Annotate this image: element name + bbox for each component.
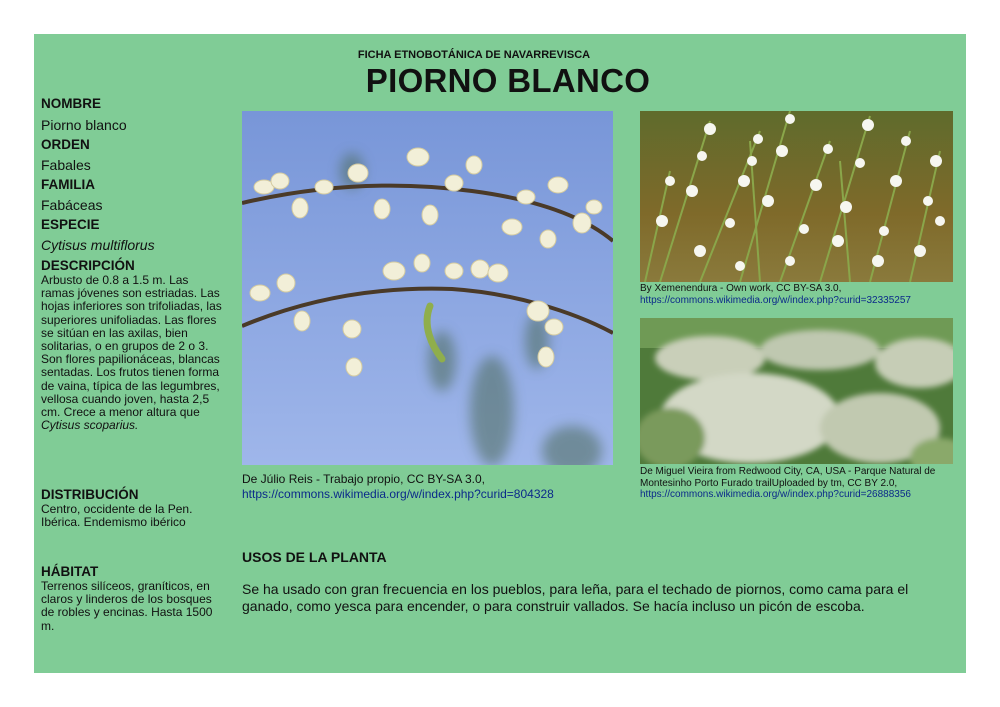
main-photo: [242, 111, 613, 465]
shrubs-photo-credit: De Miguel Vieira from Redwood City, CA, USA - Parque Natural de Montesinho Porto Furado trailUploaded by tm, CC BY 2.0,: [640, 466, 936, 489]
orden-label: ORDEN: [41, 137, 90, 152]
distribucion-label: DISTRIBUCIÓN: [41, 487, 139, 502]
descripcion-text: Arbusto de 0.8 a 1.5 m. Las ramas jóvenes son estriadas. Las hojas inferiores son trifoliadas, las superiores unifoliadas. Las flores se sitúan en las axilas, bien solitarias, o en grupos de 2 o 3. Son flores papilionáceas, blancas sentadas. Los frutos tienen forma de vaina, típica de las legumbres, vellosa cuando joven, hasta 2,5 cm. Crece a menor altura que: [41, 273, 222, 420]
usos-text: Se ha usado con gran frecuencia en los pueblos, para leña, para el techado de piornos, como cama para el ganado, como yesca para encender, o para construir vallados. Se hacía incluso un picón de escoba.: [242, 581, 909, 614]
page-title: PIORNO BLANCO: [365, 62, 651, 99]
descripcion-block: [41, 274, 224, 432]
shrubs-photo-caption: [640, 466, 960, 501]
habitat-label: HÁBITAT: [41, 564, 99, 579]
shrubs-photo: [640, 318, 953, 464]
familia-label: FAMILIA: [41, 177, 95, 192]
main-photo-caption: [242, 472, 622, 502]
especie-value: Cytisus multiflorus: [41, 237, 155, 253]
sheet-kicker: FICHA ETNOBOTÁNICA DE NAVARREVISCA: [357, 49, 591, 61]
main-photo-credit: De Júlio Reis - Trabajo propio, CC BY-SA 3.0,: [242, 472, 486, 486]
descripcion-label: DESCRIPCIÓN: [41, 258, 135, 273]
flowers-photo-caption: [640, 283, 960, 306]
distribucion-text: Centro, occidente de la Pen. Ibérica. Endemismo ibérico: [41, 502, 193, 530]
descripcion-species: Cytisus scoparius.: [41, 418, 139, 433]
shrubs-photo-link[interactable]: https://commons.wikimedia.org/w/index.php?curid=26888356: [640, 489, 911, 500]
flowers-photo: [640, 111, 953, 282]
flowers-photo-credit: By Xemenendura - Own work, CC BY-SA 3.0,: [640, 283, 842, 294]
orden-value: Fabales: [41, 157, 91, 173]
habitat-text: Terrenos silíceos, graníticos, en claros y linderos de los bosques de robles y encinas. Hasta 1500 m.: [41, 579, 213, 633]
nombre-label: NOMBRE: [41, 96, 101, 111]
familia-value: Fabáceas: [41, 197, 103, 213]
flowers-photo-link[interactable]: https://commons.wikimedia.org/w/index.php?curid=32335257: [640, 294, 911, 306]
usos-label: USOS DE LA PLANTA: [242, 549, 387, 565]
main-photo-link[interactable]: https://commons.wikimedia.org/w/index.php?curid=804328: [242, 487, 554, 501]
nombre-value: Piorno blanco: [41, 117, 127, 133]
especie-label: ESPECIE: [41, 217, 100, 232]
